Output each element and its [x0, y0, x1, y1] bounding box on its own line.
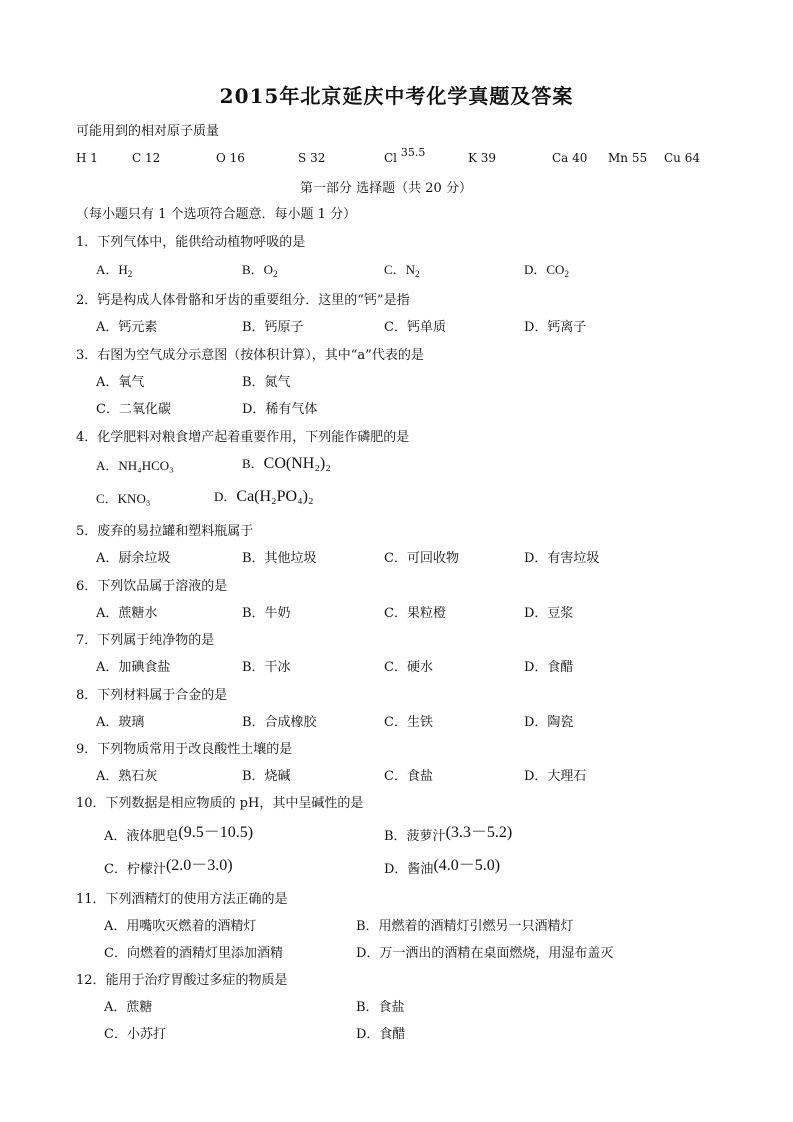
option: B．食盐: [356, 1000, 405, 1015]
option: B．用燃着的酒精灯引燃另一只酒精灯: [356, 919, 574, 934]
option: B．CO(NH₂)₂: [242, 455, 331, 472]
question-stem: 2．钙是构成人体骨骼和牙齿的重要组分．这里的“钙”是指: [76, 293, 410, 308]
page-title: 2015年北京延庆中考化学真题及答案: [219, 84, 574, 108]
option: C．可回收物: [384, 551, 459, 566]
question-stem: 10．下列数据是相应物质的 pH，其中呈碱性的是: [76, 796, 364, 811]
question-stem: 1．下列气体中，能供给动植物呼吸的是: [76, 235, 306, 250]
option: A．玻璃: [96, 715, 145, 730]
atomic-mass-item: Mn 55: [608, 151, 648, 165]
question-stem: 7．下列属于纯净物的是: [76, 633, 215, 648]
option: B．干冰: [242, 660, 291, 675]
option: C．向燃着的酒精灯里添加酒精: [104, 946, 283, 961]
option: A．蔗糖水: [96, 606, 158, 621]
option: D．万一洒出的酒精在桌面燃烧，用湿布盖灭: [356, 946, 614, 961]
option: D．豆浆: [524, 606, 574, 621]
question-stem: 4．化学肥料对粮食增产起着重要作用，下列能作磷肥的是: [76, 430, 410, 445]
option: B．$O_2$: [242, 262, 278, 279]
option: C．硬水: [384, 660, 433, 675]
option: A．厨余垃圾: [96, 551, 171, 566]
question-stem: 6．下列饮品属于溶液的是: [76, 579, 228, 594]
option: C．食盐: [384, 769, 433, 784]
option: D．陶瓷: [524, 715, 574, 730]
option: B．菠萝汁(3.3－5.2): [384, 824, 513, 844]
option: C．柠檬汁(2.0－3.0): [104, 857, 233, 877]
question-stem: 3．右图为空气成分示意图（按体积计算），其中“a”代表的是: [76, 348, 424, 363]
option: A．氧气: [96, 375, 145, 390]
question-stem: 5．废弃的易拉罐和塑料瓶属于: [76, 524, 254, 539]
question-stem: 11．下列酒精灯的使用方法正确的是: [76, 892, 288, 907]
atomic-mass-item: H 1: [76, 151, 98, 165]
option: D．有害垃圾: [524, 551, 600, 566]
option: A．蔗糖: [104, 1000, 153, 1015]
option: B．钙原子: [242, 320, 304, 335]
section-title: 第一部分 选择题（共 20 分）: [300, 181, 472, 196]
option: D．食醋: [524, 660, 574, 675]
question-stem: 9．下列物质常用于改良酸性土壤的是: [76, 742, 293, 757]
atomic-mass-item: C 12: [132, 151, 161, 165]
option: A．液体肥皂(9.5－10.5): [104, 824, 254, 844]
option: D．食醋: [356, 1027, 406, 1042]
option: C．果粒橙: [384, 606, 446, 621]
option: C．小苏打: [104, 1027, 166, 1042]
option: C．钙单质: [384, 320, 446, 335]
question-stem: 12．能用于治疗胃酸过多症的物质是: [76, 973, 288, 988]
question-stem: 8．下列材料属于合金的是: [76, 688, 228, 703]
atomic-mass-header: 可能用到的相对原子质量: [76, 124, 220, 139]
option: C．KNO₃: [96, 491, 151, 506]
atomic-mass-item: Cu 64: [664, 151, 701, 165]
option: A．$H_2$: [96, 262, 133, 279]
option: D．钙离子: [524, 320, 587, 335]
option: B．烧碱: [242, 769, 291, 784]
option: A．熟石灰: [96, 769, 158, 784]
option: B．牛奶: [242, 606, 291, 621]
option: A．钙元素: [96, 320, 158, 335]
option: A．NH₄HCO₃: [96, 458, 174, 473]
option: D．酱油(4.0－5.0): [384, 857, 501, 877]
option: B．氮气: [242, 375, 291, 390]
option: A．用嘴吹灭燃着的酒精灯: [104, 919, 257, 934]
section-note: （每小题只有 1 个选项符合题意．每小题 1 分）: [76, 207, 357, 222]
option: A．加碘食盐: [96, 660, 171, 675]
atomic-mass-item: K 39: [468, 151, 497, 165]
option: D．Ca(H₂PO₄)₂: [214, 488, 314, 505]
atomic-mass-item: S 32: [298, 151, 326, 165]
option: D．稀有气体: [242, 402, 318, 417]
option: D．大理石: [524, 769, 587, 784]
atomic-mass-item: Cl 35.5: [384, 146, 426, 165]
option: B．合成橡胶: [242, 715, 317, 730]
option: C．生铁: [384, 715, 433, 730]
atomic-mass-item: Ca 40: [552, 151, 588, 165]
option: C．二氧化碳: [96, 402, 171, 417]
atomic-mass-item: O 16: [216, 151, 245, 165]
option: B．其他垃圾: [242, 551, 317, 566]
option: D．$CO_2$: [524, 262, 569, 279]
option: C．$N_2$: [384, 262, 420, 279]
